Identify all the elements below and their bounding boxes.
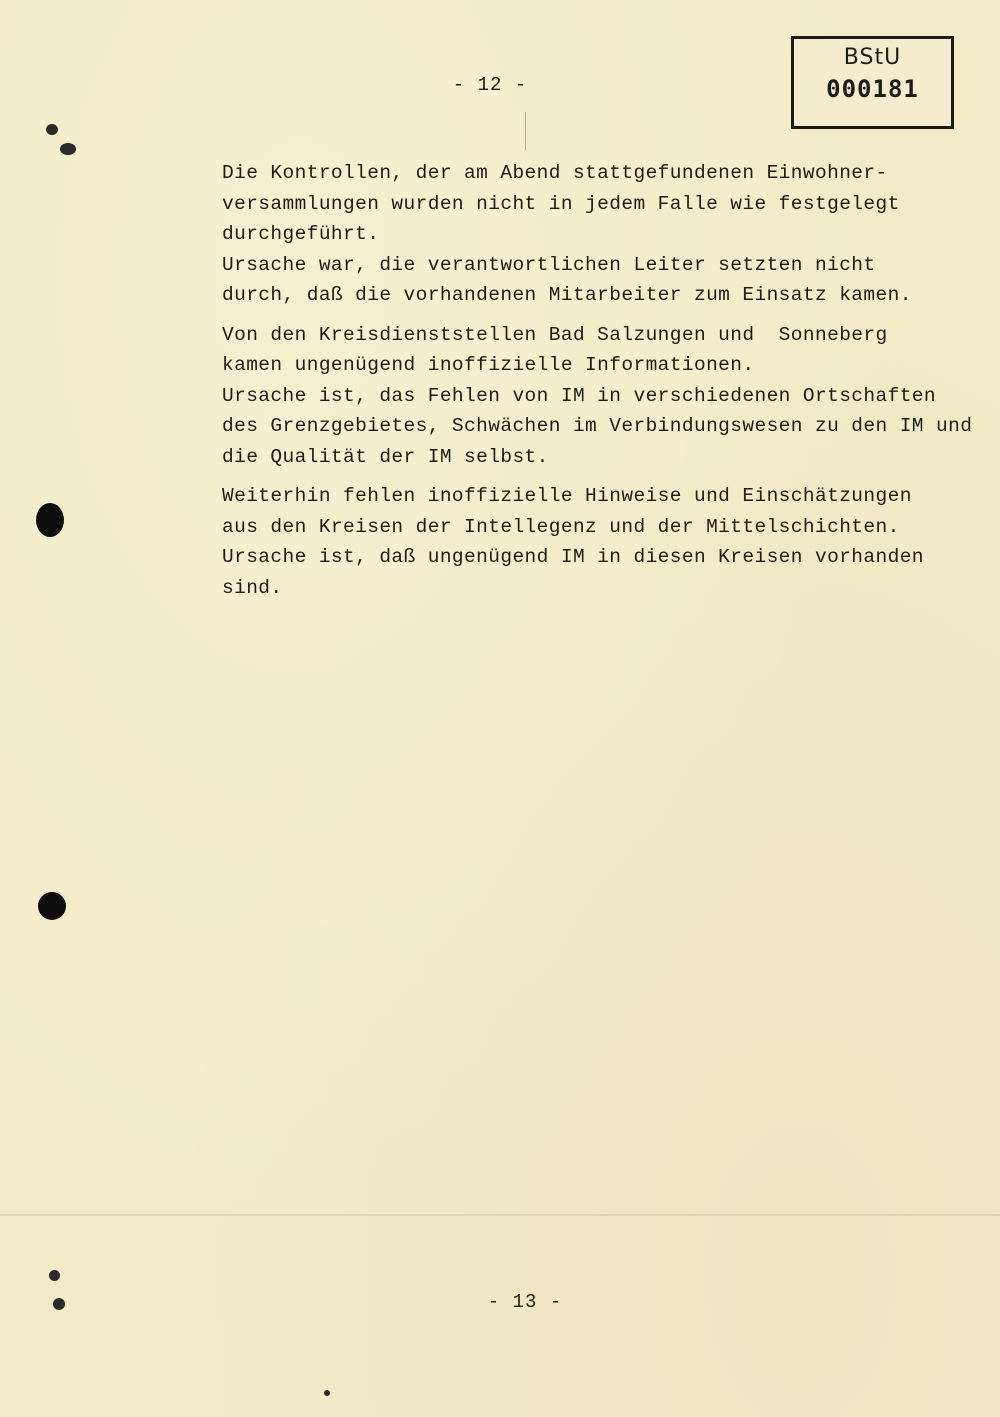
punch-mark-speck	[324, 1390, 330, 1396]
text-line: die Qualität der IM selbst.	[222, 445, 549, 468]
next-page-indicator: - 13 -	[487, 1291, 563, 1313]
punch-hole	[36, 503, 64, 537]
page-number: - 12 -	[452, 74, 528, 96]
text-line: kamen ungenügend inoffizielle Informationen.	[222, 354, 755, 376]
text-line: Weiterhin fehlen inoffizielle Hinweise und Einschätzungen	[222, 485, 912, 507]
paragraph-intelligentsia	[222, 481, 997, 603]
punch-mark-speck	[46, 124, 58, 135]
paper-fold-line	[0, 1214, 1000, 1216]
punch-hole	[38, 892, 66, 920]
text-line: Ursache ist, das Fehlen von IM in verschiedenen Ortschaften	[222, 384, 937, 407]
paragraph-controls	[222, 158, 997, 311]
text-line: Von den Kreisdienststellen Bad Salzungen und Sonneberg	[222, 323, 888, 346]
archive-stamp	[791, 36, 954, 129]
typewritten-body	[222, 158, 997, 612]
text-line: aus den Kreisen der Intellegenz und der Mittelschichten.	[222, 515, 900, 538]
pencil-tick-mark	[525, 112, 526, 150]
punch-mark-speck	[60, 143, 76, 155]
text-line: durch, daß die vorhandenen Mitarbeiter zum Einsatz kamen.	[222, 284, 912, 306]
punch-mark-speck	[53, 1298, 65, 1310]
text-line: sind.	[222, 576, 283, 599]
text-line: versammlungen wurden nicht in jedem Falle wie festgelegt	[222, 192, 900, 215]
text-line: des Grenzgebietes, Schwächen im Verbindungswesen zu den IM und	[222, 415, 973, 437]
text-line: Die Kontrollen, der am Abend stattgefundenen Einwohner-	[222, 162, 888, 184]
stamp-archive-number: 000181	[826, 75, 919, 103]
text-line: Ursache ist, daß ungenügend IM in diesen Kreisen vorhanden	[222, 546, 924, 568]
paragraph-district-offices	[222, 320, 997, 473]
stamp-organization: BStU	[843, 45, 902, 70]
text-line: Ursache war, die verantwortlichen Leiter setzten nicht	[222, 253, 876, 276]
text-line: durchgeführt.	[222, 223, 380, 245]
punch-mark-speck	[49, 1270, 60, 1281]
